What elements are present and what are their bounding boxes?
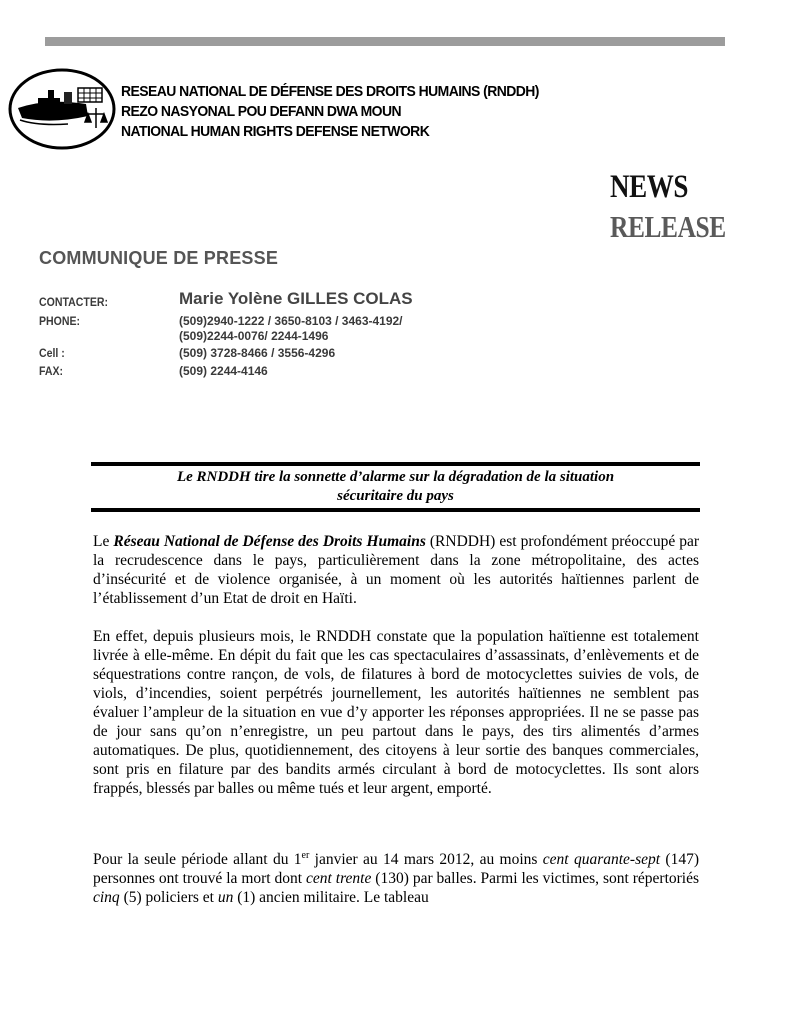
organization-names — [121, 82, 539, 142]
paragraph-2 — [93, 627, 699, 798]
release-heading: RELEASE — [610, 209, 726, 244]
p1-org-name: Réseau National de Défense des Droits Humains — [113, 533, 426, 550]
phone-value-1: (509)2940-1222 / 3650-8103 / 3463-4192/ — [179, 314, 403, 328]
headline — [91, 468, 700, 506]
p3-text-f: (130) par balles. Parmi les victimes, sont répertoriés — [371, 870, 700, 887]
headline-line-1: Le RNDDH tire la sonnette d’alarme sur la dégradation de la situation — [176, 469, 615, 485]
paragraph-3 — [93, 850, 699, 907]
p3-text-a: Pour la seule période allant du 1 — [93, 851, 302, 868]
p3-text-b: janvier au 14 mars 2012, au moins — [309, 851, 543, 868]
fax-label: FAX: — [39, 364, 64, 378]
p3-text-d: (147) personnes ont trouvé la mort dont — [93, 851, 699, 887]
p3-italic-1: cent quarante-sept — [542, 851, 661, 868]
org-name-english: NATIONAL HUMAN RIGHTS DEFENSE NETWORK — [121, 123, 430, 140]
top-divider-bar — [45, 37, 725, 46]
headline-bottom-rule — [91, 508, 700, 512]
paragraph-1 — [93, 532, 699, 608]
p3-italic-4: un — [217, 889, 234, 906]
fax-value: (509) 2244-4146 — [179, 364, 268, 378]
p1-text-a: Le — [93, 533, 114, 550]
p2-text: En effet, depuis plusieurs mois, le RNDDH constate que la population haïtienne est totalement livrée à elle-même. En dépit du fait que les cas spectaculaires d’assassinats, d’enlèvements et de séquestrations contre rançon, de vols, de filatures à bord de motocyclettes suivies de vols, de viols, d’incendies, soient perpétrés journellement, les autorités haïtiennes ne semblent pas évaluer l’ampleur de la situation en vue d’y apporter les réponses appropriées. Il ne se passe pas de jour sans qu’on n’enregistre, un peu partout dans le pays, des tirs alimentés d’armes automatiques. De plus, quotidiennement, des citoyens à leur sortie des banques commerciales, sont pris en filature par des bandits armés circulant à bord de motocyclettes. Ils sont alors frappés, blessés par balles ou même tués et leur argent, emporté. — [93, 628, 699, 797]
press-release-title: COMMUNIQUE DE PRESSE — [39, 248, 279, 268]
phone-label: PHONE: — [39, 314, 81, 328]
org-name-french: RESEAU NATIONAL DE DÉFENSE DES DROITS HUMAINS (RNDDH) — [121, 83, 539, 100]
p3-italic-2: cent trente — [306, 870, 372, 887]
p3-italic-3: cinq — [93, 889, 120, 906]
org-name-creole: REZO NASYONAL POU DEFANN DWA MOUN — [121, 103, 401, 120]
contacter-label: CONTACTER: — [39, 295, 109, 309]
news-heading: NEWS — [610, 169, 689, 205]
cell-value: (509) 3728-8466 / 3556-4296 — [179, 346, 336, 360]
rnddh-logo — [8, 68, 116, 150]
p3-superscript: er — [301, 849, 310, 861]
contacter-value: Marie Yolène GILLES COLAS — [179, 289, 413, 308]
p3-text-h: (5) policiers et — [119, 889, 218, 906]
phone-value-2: (509)2244-0076/ 2244-1496 — [179, 329, 329, 343]
headline-top-rule — [91, 462, 700, 466]
p3-text-j: (1) ancien militaire. Le tableau — [233, 889, 429, 906]
cell-label: Cell : — [39, 346, 65, 360]
headline-line-2: sécuritaire du pays — [337, 488, 454, 504]
p1-text-c: (RNDDH) est profondément préoccupé par la recrudescence dans le pays, particulièrement dans la zone métropolitaine, des actes d’insécurité et de violence organisée, à un moment où les autorités haïtiennes parlent de l’établissement d’un Etat de droit en Haïti. — [93, 533, 699, 607]
